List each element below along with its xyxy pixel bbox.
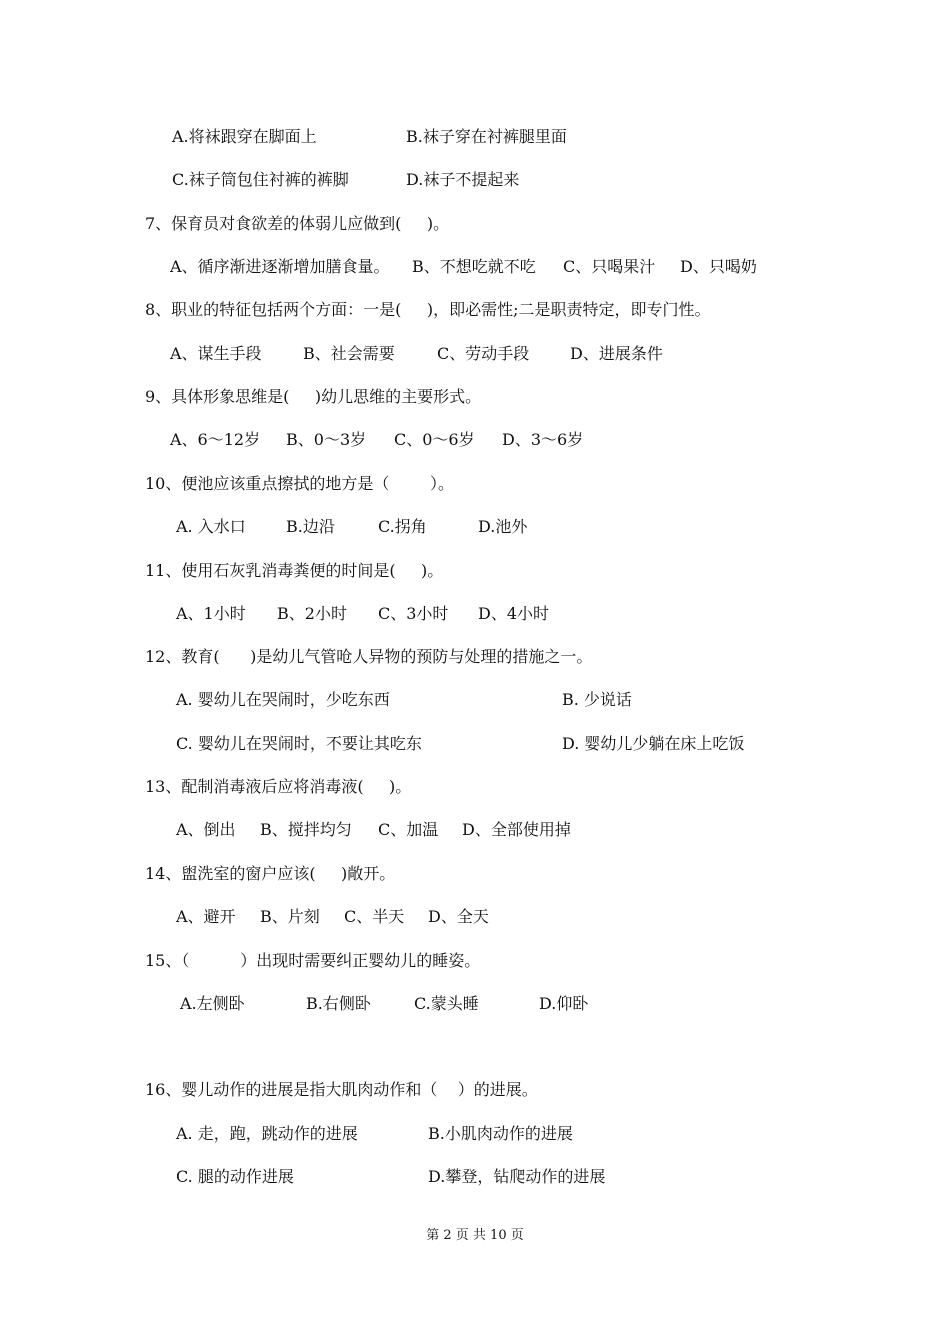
q10-option-d: D.池外 [478, 517, 528, 536]
q11-option-a: A、1小时 [176, 604, 246, 623]
q16-stem: 16、婴儿动作的进展是指大肌肉动作和（ ）的进展。 [145, 1080, 538, 1099]
q12-option-b: B. 少说话 [562, 690, 632, 709]
q9-stem: 9、具体形象思维是( )幼儿思维的主要形式。 [145, 387, 482, 406]
q14-option-d: D、全天 [428, 907, 489, 926]
q10-option-c: C.拐角 [378, 517, 427, 536]
q6-option-c: C.袜子筒包住衬裤的裤脚 [172, 170, 349, 189]
q16-option-b: B.小肌肉动作的进展 [428, 1124, 573, 1143]
q6-option-b: B.袜子穿在衬裤腿里面 [406, 127, 567, 146]
q14-option-c: C、半天 [344, 907, 405, 926]
q13-option-d: D、全部使用掉 [462, 820, 571, 839]
q6-option-a: A.将袜跟穿在脚面上 [172, 127, 317, 146]
q11-option-c: C、3小时 [378, 604, 449, 623]
q10-option-b: B.边沿 [286, 517, 335, 536]
q15-option-d: D.仰卧 [539, 994, 589, 1013]
q12-option-a: A. 婴幼儿在哭闹时，少吃东西 [176, 690, 390, 709]
q13-stem: 13、配制消毒液后应将消毒液( )。 [145, 777, 412, 796]
q7-stem: 7、保育员对食欲差的体弱儿应做到( )。 [145, 214, 450, 233]
q15-option-a: A.左侧卧 [180, 994, 245, 1013]
q8-option-d: D、进展条件 [570, 344, 663, 363]
q12-stem: 12、教育( )是幼儿气管呛人异物的预防与处理的措施之一。 [145, 647, 593, 666]
page-footer: 第 2 页 共 10 页 [426, 1228, 524, 1243]
q7-option-d: D、只喝奶 [680, 257, 757, 276]
q10-stem: 10、便池应该重点擦拭的地方是（ ）。 [145, 474, 455, 493]
q9-option-b: B、0～3岁 [286, 430, 367, 449]
q7-option-c: C、只喝果汁 [563, 257, 656, 276]
q16-option-c: C. 腿的动作进展 [176, 1167, 294, 1186]
q11-option-d: D、4小时 [478, 604, 550, 623]
q16-option-a: A. 走，跑，跳动作的进展 [176, 1124, 358, 1143]
q7-option-a: A、循序渐进逐渐增加膳食量。 [170, 257, 390, 276]
q15-stem: 15、（ ）出现时需要纠正婴幼儿的睡姿。 [145, 951, 481, 970]
q9-option-a: A、6～12岁 [170, 430, 261, 449]
q13-option-c: C、加温 [378, 820, 439, 839]
q11-stem: 11、使用石灰乳消毒粪便的时间是( )。 [145, 561, 444, 580]
q11-option-b: B、2小时 [277, 604, 347, 623]
q9-option-d: D、3～6岁 [502, 430, 584, 449]
q14-stem: 14、盥洗室的窗户应该( )敞开。 [145, 864, 396, 883]
q7-option-b: B、不想吃就不吃 [412, 257, 536, 276]
q14-option-a: A、避开 [176, 907, 236, 926]
q8-stem: 8、职业的特征包括两个方面：一是( )，即必需性;二是职责特定，即专门性。 [145, 300, 711, 319]
q8-option-c: C、劳动手段 [437, 344, 530, 363]
q12-option-c: C. 婴幼儿在哭闹时，不要让其吃东 [176, 734, 422, 753]
q15-option-b: B.右侧卧 [306, 994, 371, 1013]
q8-option-b: B、社会需要 [303, 344, 395, 363]
q9-option-c: C、0～6岁 [394, 430, 475, 449]
q6-option-d: D.袜子不提起来 [406, 170, 520, 189]
q10-option-a: A. 入水口 [176, 517, 246, 536]
q8-option-a: A、谋生手段 [170, 344, 262, 363]
q14-option-b: B、片刻 [260, 907, 320, 926]
q12-option-d: D. 婴幼儿少躺在床上吃饭 [562, 734, 745, 753]
q13-option-b: B、搅拌均匀 [260, 820, 352, 839]
q15-option-c: C.蒙头睡 [414, 994, 479, 1013]
q16-option-d: D.攀登，钻爬动作的进展 [428, 1167, 606, 1186]
q13-option-a: A、倒出 [176, 820, 236, 839]
